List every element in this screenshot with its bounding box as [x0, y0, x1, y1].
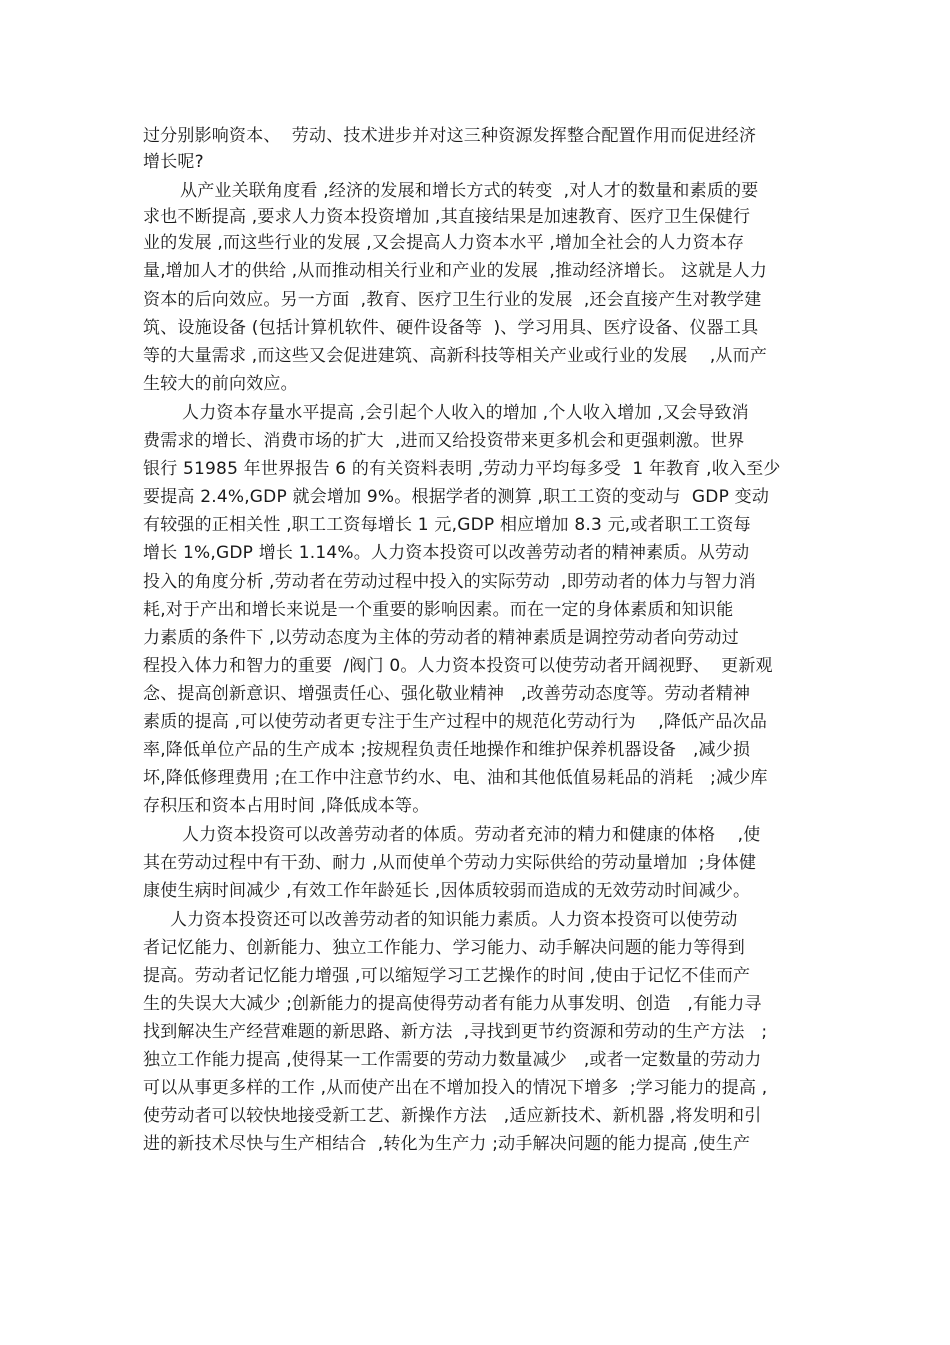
text-line: 人力资本投资可以改善劳动者的体质。劳动者充沛的精力和健康的体格 ,使: [182, 825, 761, 845]
text-line: 进的新技术尽快与生产相结合 ,转化为生产力 ;动手解决问题的能力提高 ,使生产: [143, 1134, 751, 1154]
text-line: 等的大量需求 ,而这些又会促进建筑、高新科技等相关产业或行业的发展 ,从而产: [143, 346, 768, 366]
text-line: 生较大的前向效应。: [143, 374, 298, 394]
text-line: 耗,对于产出和增长来说是一个重要的影响因素。而在一定的身体素质和知识能: [143, 600, 734, 620]
text-line: 资本的后向效应。另一方面 ,教育、医疗卫生行业的发展 ,还会直接产生对教学建: [143, 290, 762, 310]
text-line: 投入的角度分析 ,劳动者在劳动过程中投入的实际劳动 ,即劳动者的体力与智力消: [143, 572, 756, 592]
text-line: 量,增加人才的供给 ,从而推动相关行业和产业的发展 ,推动经济增长。 这就是人力: [143, 261, 768, 281]
text-line: 费需求的增长、消费市场的扩大 ,进而又给投资带来更多机会和更强刺激。世界: [143, 431, 745, 451]
text-line: 筑、设施设备 (包括计算机软件、硬件设备等 )、学习用具、医疗设备、仪器工具: [143, 318, 759, 338]
text-line: 银行 51985 年世界报告 6 的有关资料表明 ,劳动力平均每多受 1 年教育 ,收入至少: [143, 459, 781, 479]
text-line: 增长呢?: [143, 152, 204, 172]
text-line: 从产业关联角度看 ,经济的发展和增长方式的转变 ,对人才的数量和素质的要: [180, 181, 759, 201]
text-line: 要提高 2.4%,GDP 就会增加 9%。根据学者的测算 ,职工工资的变动与 GDP 变动: [143, 487, 770, 507]
text-line: 其在劳动过程中有干劲、耐力 ,从而使单个劳动力实际供给的劳动量增加 ;身体健: [143, 853, 757, 873]
text-line: 可以从事更多样的工作 ,从而使产出在不增加投入的情况下增多 ;学习能力的提高 ,: [143, 1078, 768, 1098]
text-line: 人力资本投资还可以改善劳动者的知识能力素质。人力资本投资可以使劳动: [170, 910, 738, 930]
text-line: 程投入体力和智力的重要 /阀门 0。人力资本投资可以使劳动者开阔视野、 更新观: [143, 656, 773, 676]
text-line: 过分别影响资本、 劳动、技术进步并对这三种资源发挥整合配置作用而促进经济: [143, 126, 757, 146]
text-line: 业的发展 ,而这些行业的发展 ,又会提高人力资本水平 ,增加全社会的人力资本存: [143, 233, 745, 253]
text-line: 者记忆能力、创新能力、独立工作能力、学习能力、动手解决问题的能力等得到: [143, 938, 745, 958]
text-line: 康使生病时间减少 ,有效工作年龄延长 ,因体质较弱而造成的无效劳动时间减少。: [143, 881, 751, 901]
text-line: 人力资本存量水平提高 ,会引起个人收入的增加 ,个人收入增加 ,又会导致消: [182, 403, 749, 423]
text-line: 念、提高创新意识、增强责任心、强化敬业精神 ,改善劳动态度等。劳动者精神: [143, 684, 751, 704]
text-line: 独立工作能力提高 ,使得某一工作需要的劳动力数量减少 ,或者一定数量的劳动力: [143, 1050, 762, 1070]
text-line: 增长 1%,GDP 增长 1.14%。人力资本投资可以改善劳动者的精神素质。从劳动: [143, 543, 750, 563]
text-line: 存积压和资本占用时间 ,降低成本等。: [143, 796, 430, 816]
text-line: 求也不断提高 ,要求人力资本投资增加 ,其直接结果是加速教育、医疗卫生保健行: [143, 207, 751, 227]
text-line: 力素质的条件下 ,以劳动态度为主体的劳动者的精神素质是调控劳动者向劳动过: [143, 628, 740, 648]
text-line: 素质的提高 ,可以使劳动者更专注于生产过程中的规范化劳动行为 ,降低产品次品: [143, 712, 768, 732]
text-line: 生的失误大大减少 ;创新能力的提高使得劳动者有能力从事发明、创造 ,有能力寻: [143, 994, 762, 1014]
text-line: 提高。劳动者记忆能力增强 ,可以缩短学习工艺操作的时间 ,使由于记忆不佳而产: [143, 966, 751, 986]
text-line: 率,降低单位产品的生产成本 ;按规程负责任地操作和维护保养机器设备 ,减少损: [143, 740, 751, 760]
text-line: 有较强的正相关性 ,职工工资每增长 1 元,GDP 相应增加 8.3 元,或者职工工资每: [143, 515, 751, 535]
text-line: 使劳动者可以较快地接受新工艺、新操作方法 ,适应新技术、新机器 ,将发明和引: [143, 1106, 762, 1126]
text-line: 坏,降低修理费用 ;在工作中注意节约水、电、油和其他低值易耗品的消耗 ;减少库: [143, 768, 768, 788]
text-line: 找到解决生产经营难题的新思路、新方法 ,寻找到更节约资源和劳动的生产方法 ;: [143, 1022, 768, 1042]
